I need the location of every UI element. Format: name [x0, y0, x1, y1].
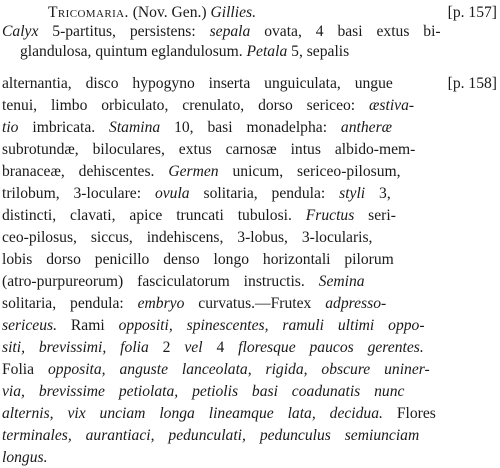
- text-line-content: [2, 448, 48, 468]
- text-line: [0, 96, 500, 116]
- text-line: [0, 316, 500, 336]
- text-line-content: [2, 118, 392, 138]
- italic-segment: styli: [339, 185, 366, 202]
- italic-segment: Petala: [246, 43, 288, 60]
- text-line: [0, 162, 500, 182]
- text-line-content: [2, 228, 372, 248]
- italic-segment: æstiva-: [369, 97, 415, 114]
- text-segment: 10, basi monadelpha:: [160, 119, 341, 136]
- text-line: [0, 382, 500, 402]
- text-segment: 2: [148, 339, 185, 356]
- text-line: [0, 360, 500, 380]
- text-line: [0, 22, 500, 42]
- text-segment: branaceæ, dehiscentes.: [2, 163, 169, 180]
- genus-note: (Nov. Gen.): [132, 4, 207, 21]
- italic-segment: siti, brevissimi, folia: [2, 339, 149, 356]
- text-line-content: [2, 316, 425, 336]
- italic-segment: sericeus.: [2, 317, 57, 334]
- text-line-content: [2, 184, 391, 204]
- italic-segment: Fructus: [305, 207, 355, 224]
- text-segment: curvatus.—Frutex: [184, 295, 326, 312]
- italic-segment: Germen: [168, 163, 219, 180]
- genus-author: Gillies.: [210, 4, 256, 21]
- italic-segment: sepala: [209, 23, 251, 40]
- italic-segment: via, brevissime petiolata, petiolis basi coadunatis nunc: [2, 383, 405, 400]
- italic-segment: embryo: [137, 295, 185, 312]
- italic-segment: antheræ: [340, 119, 393, 136]
- text-segment: Rami: [57, 317, 119, 334]
- text-segment: lobis dorso penicillo denso longo horizontali pilorum: [2, 251, 394, 268]
- italic-segment: adpresso-: [325, 295, 387, 312]
- text-line: [0, 404, 500, 424]
- text-line-content: [2, 382, 404, 402]
- text-line: [0, 118, 500, 138]
- text-segment: alternantia, disco hypogyno inserta unguiculata, ungue: [2, 75, 393, 92]
- italic-segment: floresque paucos gerentes.: [238, 339, 424, 356]
- text-segment: solitaria, pendula:: [189, 185, 340, 202]
- italic-segment: vel: [184, 339, 203, 356]
- page-reference: [p. 158]: [447, 75, 497, 92]
- text-line-content: [20, 42, 349, 62]
- text-segment: ovata, 4 basi extus bi-: [250, 23, 441, 40]
- italic-segment: oppositi, spinescentes, ramuli ultimi oppo-: [118, 317, 425, 334]
- header-line: [0, 3, 500, 23]
- text-segment: Folia: [2, 361, 48, 378]
- text-line: [0, 228, 500, 248]
- text-segment: tenui, limbo orbiculato, crenulato, dorso sericeo:: [2, 97, 370, 114]
- text-line-content: [2, 360, 430, 380]
- text-line: [0, 426, 500, 446]
- text-segment: Flores: [382, 405, 436, 422]
- text-segment: 4: [202, 339, 239, 356]
- genus-name: Tricomaria.: [48, 4, 129, 21]
- text-line-content: [2, 404, 436, 424]
- text-line-content: [2, 338, 424, 358]
- text-segment: (atro-purpureorum) fasciculatorum instructis.: [2, 273, 319, 290]
- italic-segment: tio: [2, 119, 19, 136]
- text-segment: seri-: [354, 207, 396, 224]
- text-line: [0, 250, 500, 270]
- text-segment: 5-partitus, persistens:: [38, 23, 210, 40]
- text-line: [0, 272, 500, 292]
- italic-segment: opposita, anguste lanceolata, rigida, obscure uniner-: [47, 361, 430, 378]
- italic-segment: longus.: [2, 449, 48, 466]
- text-line-content: [2, 426, 419, 446]
- text-line-content: [2, 140, 415, 160]
- header-text: [48, 3, 256, 23]
- text-line: [0, 140, 500, 160]
- text-line: [0, 42, 500, 62]
- text-line: [0, 206, 500, 226]
- text-line-content: [2, 162, 401, 182]
- text-segment: 3,: [365, 185, 391, 202]
- text-line-content: [2, 74, 393, 94]
- text-line-content: [2, 250, 394, 270]
- text-segment: subrotundæ, biloculares, extus carnosæ intus albido-mem-: [2, 141, 416, 158]
- text-segment: trilobum, 3-loculare:: [2, 185, 155, 202]
- text-line: [0, 184, 500, 204]
- italic-segment: terminales, aurantiaci, pedunculati, pedunculus semiunciam: [2, 427, 420, 444]
- page-reference: [p. 157]: [447, 4, 497, 21]
- italic-segment: Stamina: [109, 119, 161, 136]
- text-segment: unicum, sericeo-pilosum,: [218, 163, 401, 180]
- text-line-content: [2, 22, 441, 42]
- text-segment: ceo-pilosus, siccus, indehiscens, 3-lobus, 3-locularis,: [2, 229, 373, 246]
- italic-segment: Semina: [318, 273, 365, 290]
- text-line: [0, 74, 500, 94]
- text-segment: solitaria, pendula:: [2, 295, 138, 312]
- text-segment: 5, sepalis: [287, 43, 350, 60]
- text-line-content: [2, 96, 414, 116]
- text-line: [0, 448, 500, 468]
- text-segment: distincti, clavati, apice truncati tubulosi.: [2, 207, 306, 224]
- text-line-content: [2, 206, 396, 226]
- italic-segment: ovula: [154, 185, 190, 202]
- text-segment: glandulosa, quintum eglandulosum.: [20, 43, 247, 60]
- italic-segment: Calyx: [2, 23, 39, 40]
- italic-segment: alternis, vix unciam longa lineamque lata, decidua.: [2, 405, 383, 422]
- text-segment: imbricata.: [18, 119, 110, 136]
- text-line-content: [2, 294, 386, 314]
- text-line: [0, 294, 500, 314]
- text-line: [0, 338, 500, 358]
- text-line-content: [2, 272, 365, 292]
